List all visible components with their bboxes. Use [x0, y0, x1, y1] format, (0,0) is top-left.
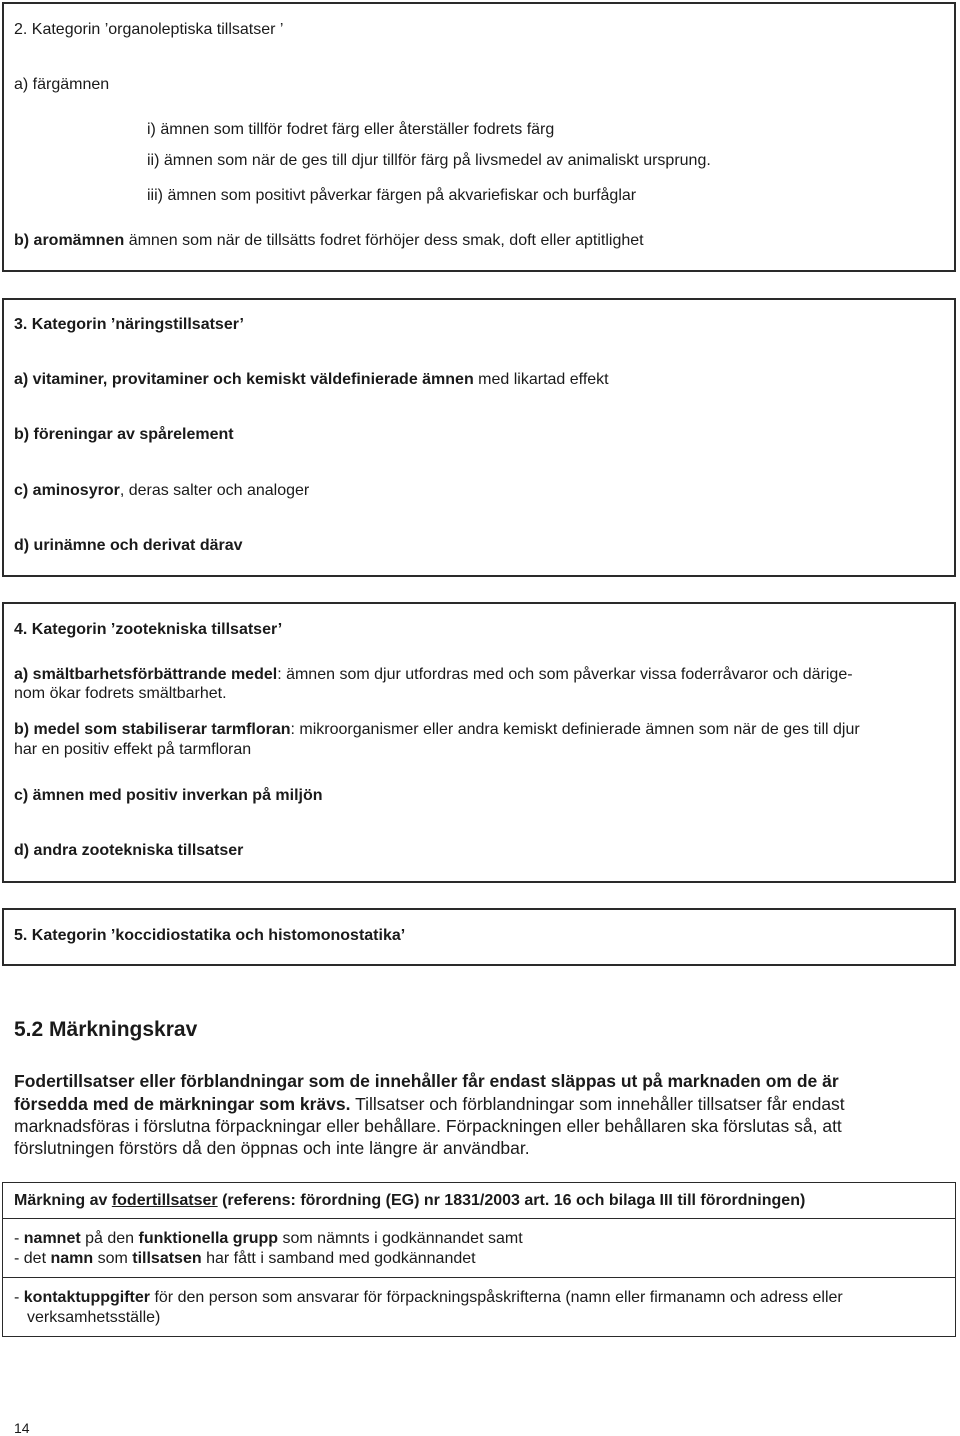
category-2-title: 2. Kategorin ’organoleptiska tillsatser ’ — [14, 21, 284, 38]
category-2-a-label: a) färgämnen — [14, 76, 110, 93]
category-4-a-line-2: nom ökar fodrets smältbarhet. — [14, 685, 227, 702]
section-para-bold-2: försedda med de märkningar som krävs. — [14, 1094, 351, 1114]
category-2-a-item-3: iii) ämnen som positivt påverkar färgen på akvariefiskar och burfåglar — [147, 187, 637, 204]
category-3-c-label: c) aminosyror — [14, 482, 120, 499]
category-3-c-text: , deras salter och analoger — [119, 482, 310, 499]
category-4-b-line-2: har en positiv effekt på tarmfloran — [14, 741, 252, 758]
category-3-b: b) föreningar av spårelement — [14, 426, 234, 443]
row3-dash: - — [14, 1289, 24, 1306]
table-row-3-continued: verksamhetsställe) — [27, 1309, 161, 1326]
category-2-b-line — [14, 231, 644, 251]
row1-namnet: namnet — [23, 1230, 81, 1247]
row1-dash: - — [14, 1230, 24, 1247]
category-3-a-line — [14, 370, 609, 390]
category-3-c-line — [14, 481, 309, 501]
category-4-a-label: a) smältbarhetsförbättrande medel — [14, 666, 278, 683]
category-3-d: d) urinämne och derivat därav — [14, 537, 243, 554]
row1-text-2: som nämnts i godkännandet samt — [278, 1230, 523, 1247]
table-header-suffix: (referens: förordning (EG) nr 1831/2003 art. 16 och bilaga III till förordningen) — [217, 1192, 806, 1209]
category-4-a-line-1 — [14, 665, 853, 685]
table-header-prefix: Märkning av — [14, 1192, 112, 1209]
category-4-title: 4. Kategorin ’zootekniska tillsatser’ — [14, 621, 283, 638]
category-5-title: 5. Kategorin ’koccidiostatika och histomonostatika’ — [14, 927, 406, 944]
table-row-2 — [14, 1249, 476, 1269]
row2-text-1: som — [93, 1250, 133, 1267]
section-heading: 5.2 Märkningskrav — [14, 1018, 198, 1041]
table-header-link[interactable]: fodertillsatser — [111, 1192, 218, 1209]
category-2-b-label: b) aromämnen — [14, 232, 125, 249]
category-4-d: d) andra zootekniska tillsatser — [14, 842, 244, 859]
row2-dash: - det — [14, 1250, 51, 1267]
category-3-a-text: med likartad effekt — [473, 371, 609, 388]
table-header — [14, 1191, 805, 1211]
category-3-a-label: a) vitaminer, provitaminer och kemiskt väldefinierade ämnen — [14, 371, 474, 388]
row2-namn: namn — [50, 1250, 94, 1267]
row3-kontaktuppgifter: kontaktuppgifter — [23, 1289, 150, 1306]
category-4-a-text-1: : ämnen som djur utfordras med och som påverkar vissa foderråvaror och därige- — [277, 666, 853, 683]
category-2-a-item-2: ii) ämnen som när de ges till djur tillför färg på livsmedel av animaliskt ursprung. — [147, 152, 711, 169]
table-row-1 — [14, 1229, 523, 1249]
page-number: 14 — [14, 1420, 30, 1436]
section-para-line-3: marknadsföras i förslutna förpackningar eller behållare. Förpackningen eller behållaren ska förslutas så, att — [14, 1116, 842, 1136]
row3-text: för den person som ansvarar för förpackningspåskrifterna (namn eller firmanamn och adress eller — [150, 1289, 843, 1306]
row1-text-1: på den — [80, 1230, 139, 1247]
row2-tillsatsen: tillsatsen — [132, 1250, 202, 1267]
category-2-a-item-1: i) ämnen som tillför fodret färg eller återställer fodrets färg — [147, 121, 555, 138]
table-divider-1 — [2, 1218, 956, 1219]
section-para-line-4: förslutningen förstörs då den öppnas och inte längre är användbar. — [14, 1138, 530, 1158]
row2-text-2: har fått i samband med godkännandet — [201, 1250, 476, 1267]
category-2-b-text: ämnen som när de tillsätts fodret förhöjer dess smak, doft eller aptitlighet — [124, 232, 644, 249]
category-4-b-label: b) medel som stabiliserar tarmfloran — [14, 721, 291, 738]
table-divider-2 — [2, 1277, 956, 1278]
section-para-line-2 — [14, 1094, 845, 1114]
table-row-3 — [14, 1288, 843, 1308]
category-4-c: c) ämnen med positiv inverkan på miljön — [14, 787, 323, 804]
section-para-line-1: Fodertillsatser eller förblandningar som de innehåller får endast släppas ut på marknaden om de är — [14, 1071, 839, 1091]
category-3-title: 3. Kategorin ’näringstillsatser’ — [14, 316, 244, 333]
row1-funktionella-grupp: funktionella grupp — [138, 1230, 279, 1247]
category-4-b-text-1: : mikroorganismer eller andra kemiskt definierade ämnen som när de ges till djur — [290, 721, 860, 738]
category-4-b-line-1 — [14, 720, 860, 740]
section-para-text-2: Tillsatser och förblandningar som innehåller tillsatser får endast — [350, 1094, 845, 1114]
